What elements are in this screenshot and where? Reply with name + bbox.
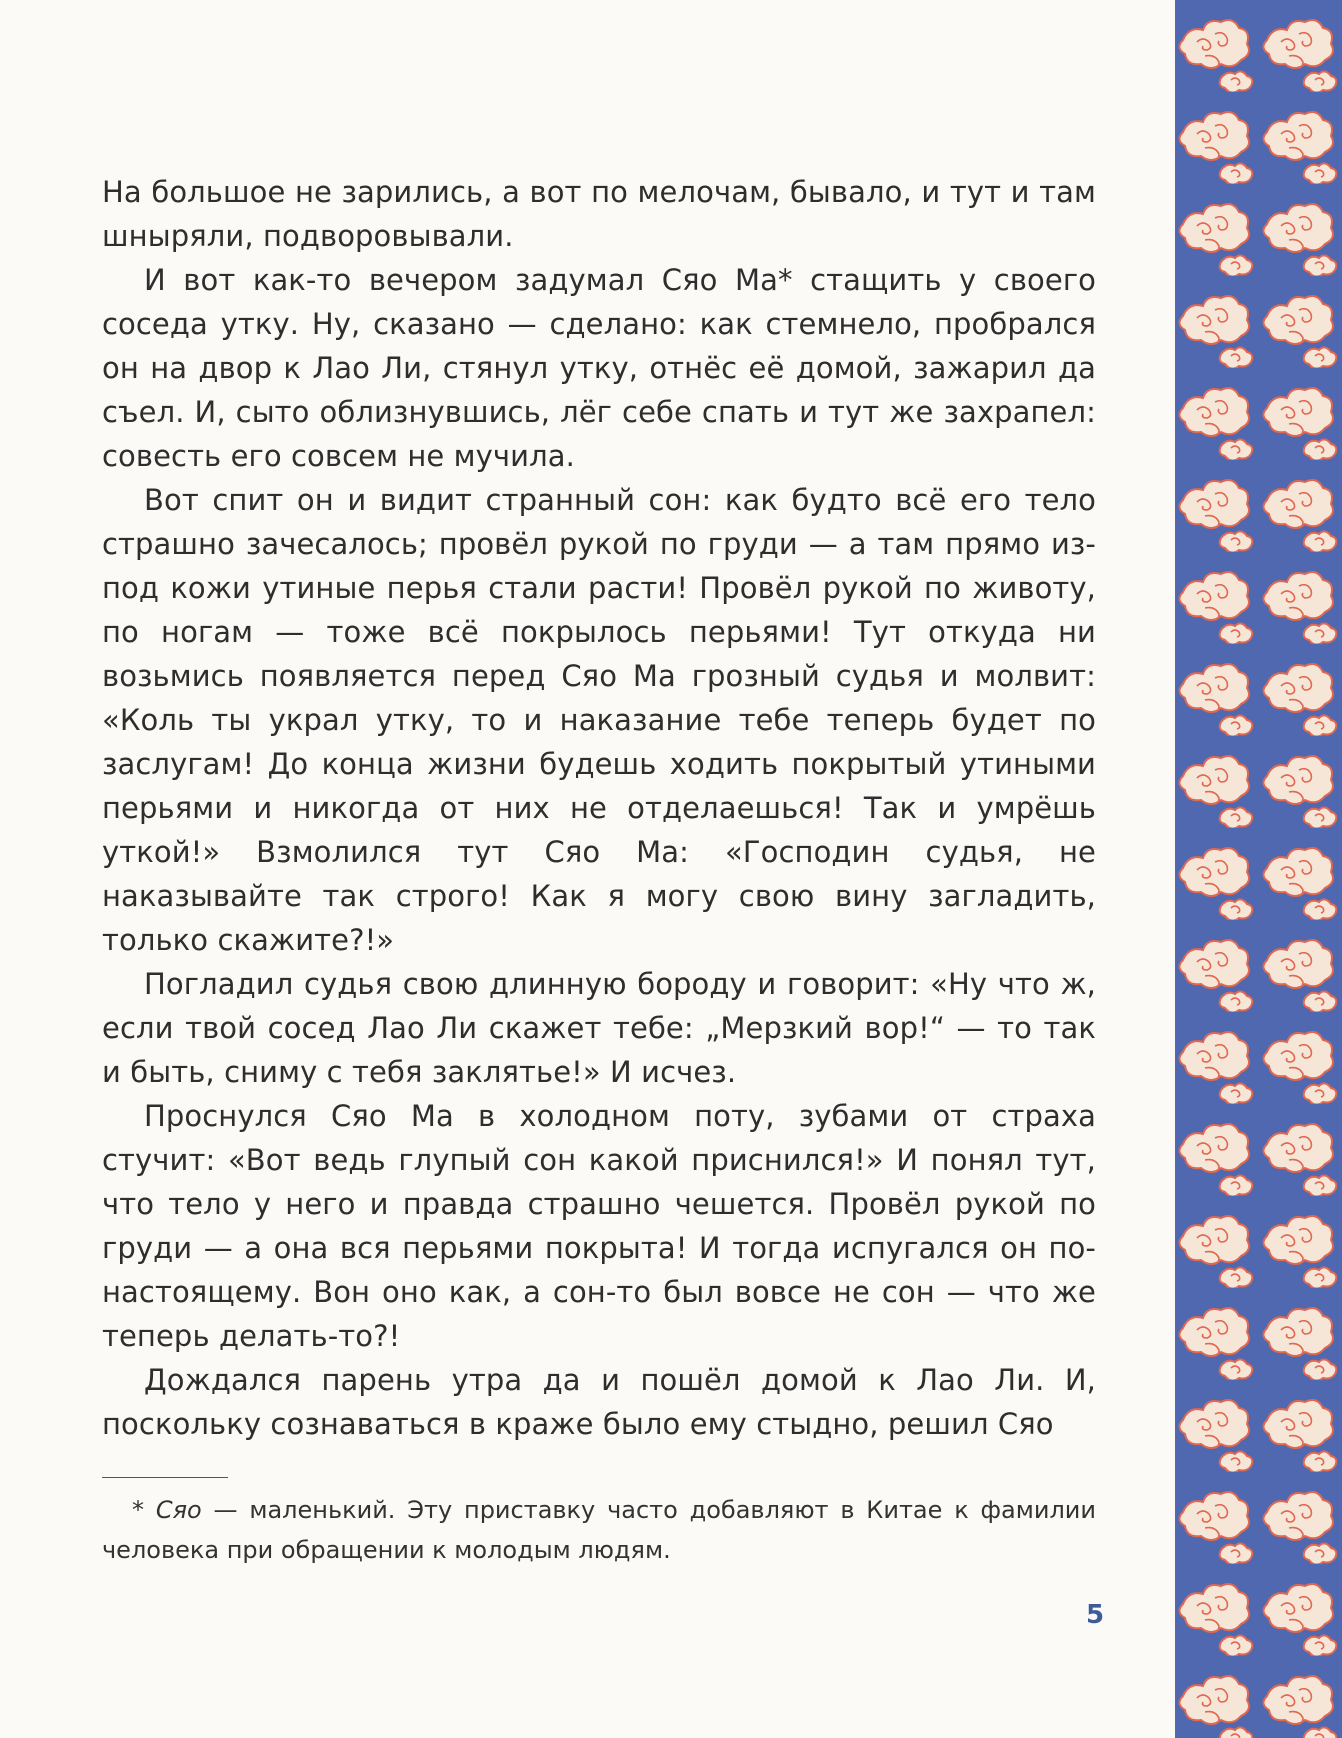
paragraph-2: И вот как-то вечером задумал Сяо Ма* стащить у своего соседа утку. Ну, сказано — сделано: как стемнело, пробрался он на двор к Лао Ли, стянул утку, отнёс её домой, зажарил да съел. И, сыто облизнувшись, лёг себе спать и тут же захрапел: совесть его совсем не мучила. (102, 263, 1096, 473)
footnote (102, 1490, 1096, 1570)
footnote-text: — маленький. Эту приставку часто добавляют в Китае к фамилии человека при обращении к молодым людям. (102, 1496, 1096, 1564)
footnote-term: Сяо (155, 1496, 202, 1524)
paragraph-1: На большое не зарились, а вот по мелочам, бывало, и тут и там шныряли, подворовывали. (102, 175, 1096, 253)
paragraph-5: Проснулся Сяо Ма в холодном поту, зубами от страха стучит: «Вот ведь глупый сон какой приснился!» И понял тут, что тело у него и правда страшно чешется. Провёл рукой по груди — а она вся перьями покрыта! И тогда испугался он по-настоящему. Вон оно как, а сон-то был вовсе не сон — что же теперь делать-то?! (102, 1099, 1096, 1353)
cloud-pattern-icon (1175, 0, 1342, 1738)
paragraph-3: Вот спит он и видит странный сон: как будто всё его тело страшно зачесалось; провёл рукой по груди — а там прямо из-под кожи утиные перья стали расти! Провёл рукой по животу, по ногам — тоже всё покрылось перьями! Тут откуда ни возьмись появляется перед Сяо Ма грозный судья и молвит: «Коль ты украл утку, то и наказание тебе теперь будет по заслугам! До конца жизни будешь ходить покрытый утиными перьями и никогда от них не отделаешься! Так и умрёшь уткой!» Взмолился тут Сяо Ма: «Господин судья, не наказывайте так строго! Как я могу свою вину загладить, только скажите?!» (102, 483, 1096, 957)
paragraph-4: Погладил судья свою длинную бороду и говорит: «Ну что ж, если твой сосед Лао Ли скажет тебе: „Мерзкий вор!“ — то так и быть, сниму с тебя заклятье!» И исчез. (102, 967, 1096, 1089)
main-text (102, 170, 1096, 1446)
page-number: 5 (1085, 1600, 1105, 1630)
footnote-divider (102, 1477, 228, 1478)
paragraph-6: Дождался парень утра да и пошёл домой к Лао Ли. И, поскольку сознаваться в краже было ему стыдно, решил Сяо (102, 1363, 1096, 1441)
footnote-marker: * (132, 1496, 156, 1524)
